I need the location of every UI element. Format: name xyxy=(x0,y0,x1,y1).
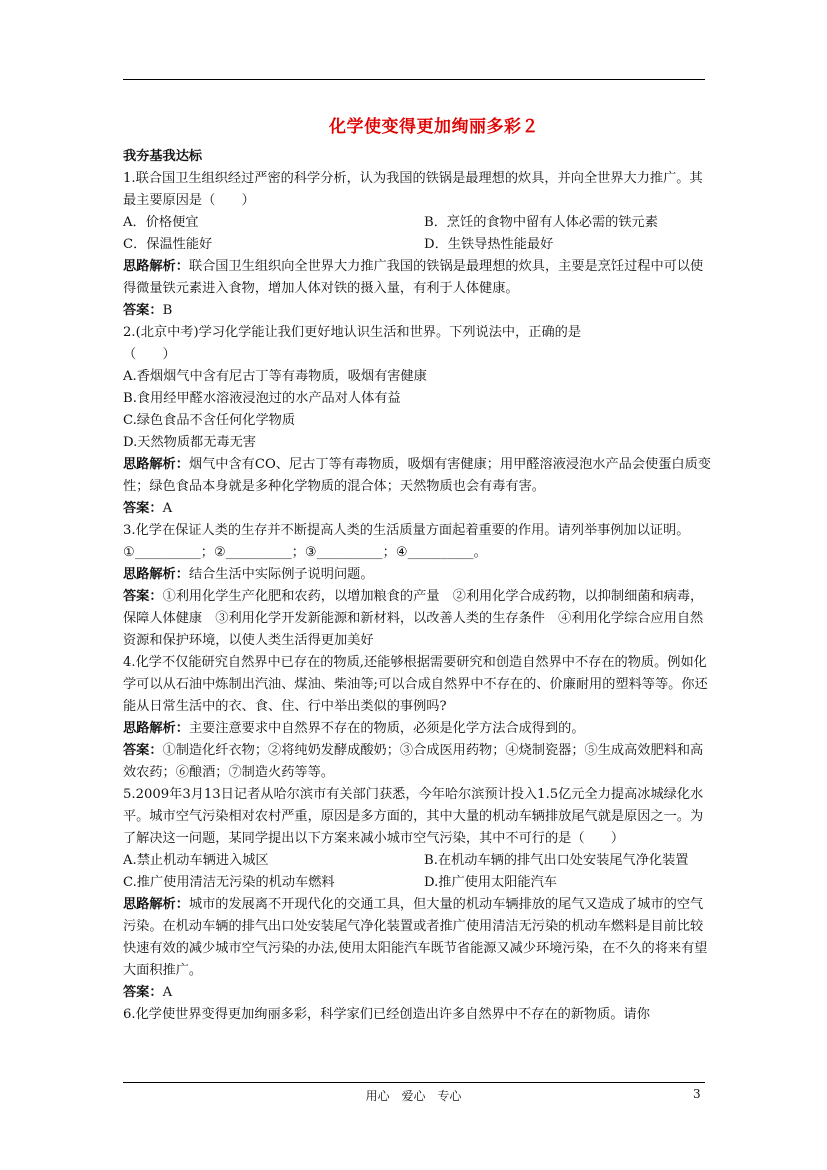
question-3: 3.化学在保证人类的生存并不断提高人类的生活质量方面起着重要的作用。请列举事例加以证明。 xyxy=(123,523,690,538)
analysis-label: 思路解析： xyxy=(123,567,189,582)
q1-options-row-1 xyxy=(123,212,711,234)
q1-option-c: C．保温性能好 xyxy=(123,237,213,252)
analysis-text: 城市的发展离不开现代化的交通工具，但大量的机动车辆排放的尾气又造成了城市的空气污染。在机动车辆的排气出口处安装尾气净化装置或者推广使用清洁无污染的机动车燃料是目前比较快速有效的减少城市空气污染的办法,使用太阳能汽车既节省能源又减少环境污染，在不久的将来有望大面积推广。 xyxy=(123,897,708,978)
q2-analysis xyxy=(123,454,711,498)
q3-analysis xyxy=(123,564,711,586)
answer-label: 答案： xyxy=(123,303,163,318)
q5-option-d: D.推广使用太阳能汽车 xyxy=(424,875,557,890)
footer-rule xyxy=(123,1082,705,1083)
q5-answer xyxy=(123,982,711,1004)
q2-option-a: A.香烟烟气中含有尼古丁等有毒物质，吸烟有害健康 xyxy=(123,369,427,384)
q5-analysis xyxy=(123,894,711,982)
q4-answer xyxy=(123,740,711,784)
q2-option-d: D.天然物质都无毒无害 xyxy=(123,435,256,450)
answer-label: 答案： xyxy=(123,743,163,758)
footer-motto-1: 用心 xyxy=(365,1089,390,1103)
question-5: 5.2009年3月13日记者从哈尔滨市有关部门获悉，今年哈尔滨预计投入1.5亿元全力提高冰城绿化水平。城市空气污染相对农村严重，原因是多方面的，其中大量的机动车辆排放尾气就是原因之一。为了解决这一问题，某同学提出以下方案来减小城市空气污染，其中不可行的是（ ） xyxy=(123,787,704,846)
question-6: 6.化学使世界变得更加绚丽多彩，科学家们已经创造出许多自然界中不存在的新物质。请你 xyxy=(123,1007,650,1022)
section-heading: 我夯基我达标 xyxy=(123,149,203,164)
q5-option-b: B.在机动车辆的排气出口处安装尾气净化装置 xyxy=(424,853,689,868)
answer-text: A xyxy=(162,501,173,516)
analysis-label: 思路解析： xyxy=(123,721,189,736)
q1-option-a: A．价格便宜 xyxy=(123,215,199,230)
analysis-label: 思路解析： xyxy=(123,259,189,274)
q2-answer xyxy=(123,498,711,520)
analysis-text: 主要注意要求中自然界不存在的物质，必须是化学方法合成得到的。 xyxy=(188,721,585,736)
q2-option-b: B.食用经甲醛水溶液浸泡过的水产品对人体有益 xyxy=(123,391,401,406)
question-1: 1.联合国卫生组织经过严密的科学分析，认为我国的铁锅是最理想的炊具，并向全世界大力推广。其最主要原因是（ ） xyxy=(123,171,703,208)
answer-text: ①利用化学生产化肥和农药，以增加粮食的产量 ②利用化学合成药物，以抑制细菌和病毒，保障人体健康 ③利用化学开发新能源和新材料，以改善人类的生存条件 ④利用化学综合应用自然资源和保护环境，以使人类生活得更加美好 xyxy=(123,589,704,648)
header-rule xyxy=(123,79,705,80)
q3-answer xyxy=(123,586,711,652)
q3-blanks: ①__________；②__________；③__________；④__________。 xyxy=(123,545,487,560)
q1-options-row-2 xyxy=(123,234,711,256)
q4-analysis xyxy=(123,718,711,740)
answer-text: B xyxy=(162,303,173,318)
q5-option-a: A.禁止机动车辆进入城区 xyxy=(123,853,269,868)
footer-motto xyxy=(0,1087,827,1104)
q1-analysis xyxy=(123,256,711,300)
analysis-text: 烟气中含有CO、尼古丁等有毒物质，吸烟有害健康；用甲醛溶液浸泡水产品会使蛋白质变性；绿色食品本身就是多种化学物质的混合体；天然物质也会有毒有害。 xyxy=(123,457,711,494)
q1-answer xyxy=(123,300,711,322)
answer-text: A xyxy=(162,985,173,1000)
page-title: 化学使变得更加绚丽多彩２ xyxy=(329,117,539,137)
answer-label: 答案： xyxy=(123,589,163,604)
footer-motto-3: 专心 xyxy=(437,1089,462,1103)
analysis-text: 结合生活中实际例子说明问题。 xyxy=(188,567,374,582)
page-number: 3 xyxy=(693,1087,701,1101)
analysis-text: 联合国卫生组织向全世界大力推广我国的铁锅是最理想的炊具，主要是烹饪过程中可以使得微量铁元素进入食物，增加人体对铁的摄入量，有利于人体健康。 xyxy=(123,259,704,296)
q5-option-c: C.推广使用清洁无污染的机动车燃料 xyxy=(123,875,335,890)
footer-motto-2: 爱心 xyxy=(401,1089,426,1103)
answer-text: ①制造化纤衣物；②将纯奶发酵成酸奶；③合成医用药物；④烧制瓷器；⑤生成高效肥料和高效农药；⑥酿酒；⑦制造火药等等。 xyxy=(123,743,704,780)
answer-label: 答案： xyxy=(123,501,163,516)
q1-option-d: D．生铁导热性能最好 xyxy=(424,237,554,252)
answer-label: 答案： xyxy=(123,985,163,1000)
question-4: 4.化学不仅能研究自然界中已存在的物质,还能够根据需要研究和创造自然界中不存在的物质。例如化学可以从石油中炼制出汽油、煤油、柴油等;可以合成自然界中不存在的、价廉耐用的塑料等等。你还能从日常生活中的衣、食、住、行中举出类似的事例吗? xyxy=(123,655,708,714)
q2-option-c: C.绿色食品不含任何化学物质 xyxy=(123,413,296,428)
q2-paren: （ ） xyxy=(123,347,176,362)
analysis-label: 思路解析： xyxy=(123,897,189,912)
analysis-label: 思路解析： xyxy=(123,457,189,472)
q1-option-b: B．烹饪的食物中留有人体必需的铁元素 xyxy=(424,215,658,230)
q5-options-row-2 xyxy=(123,872,711,894)
question-2: 2.(北京中考)学习化学能让我们更好地认识生活和世界。下列说法中，正确的是 xyxy=(123,325,582,340)
document-body xyxy=(123,146,711,1026)
q5-options-row-1 xyxy=(123,850,711,872)
